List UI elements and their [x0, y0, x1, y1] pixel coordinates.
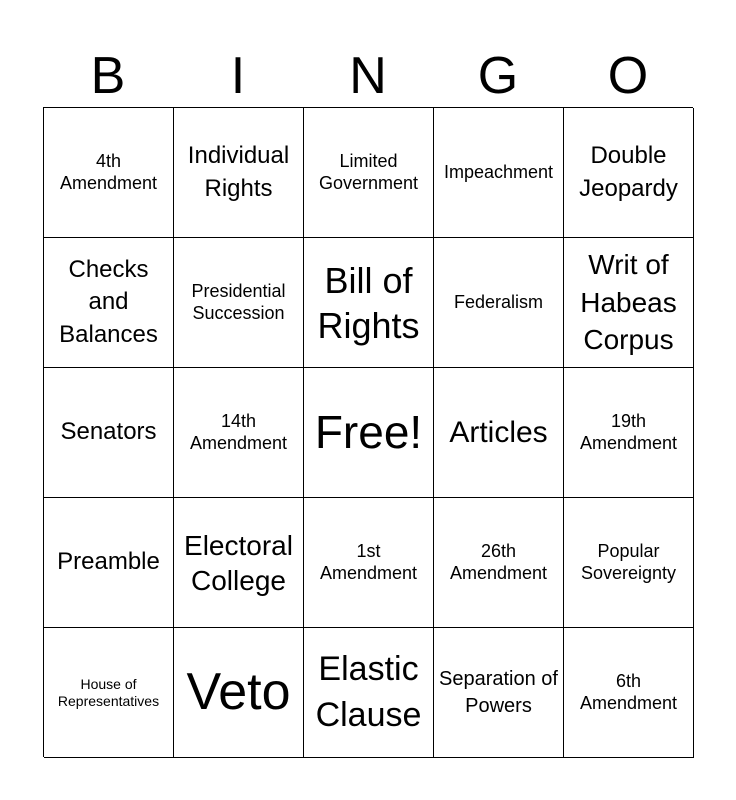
cell-text: Individual Rights: [187, 142, 290, 202]
cell-text: Impeachment: [443, 161, 554, 182]
bingo-cell[interactable]: [434, 628, 564, 758]
cell-text: Federalism: [453, 291, 544, 312]
cell-text: Elastic Clause: [315, 649, 422, 734]
cell-text: Checks and Balances: [59, 255, 158, 348]
cell-text: Electoral College: [184, 529, 293, 596]
bingo-cell[interactable]: [174, 108, 304, 238]
bingo-cell[interactable]: [44, 628, 174, 758]
cell-text: Senators: [60, 418, 157, 446]
bingo-cell[interactable]: [174, 368, 304, 498]
cell-text: Separation of Powers: [439, 667, 558, 717]
bingo-cell[interactable]: [434, 238, 564, 368]
bingo-cell[interactable]: [304, 498, 434, 628]
bingo-cell[interactable]: [44, 238, 174, 368]
header-letter-n: N: [349, 47, 387, 105]
bingo-cell[interactable]: [174, 238, 304, 368]
bingo-cell[interactable]: [304, 238, 434, 368]
header-letter-g: G: [477, 47, 519, 105]
cell-text: 6th Amendment: [579, 670, 678, 713]
bingo-cell[interactable]: [44, 498, 174, 628]
cell-text: Free!: [314, 405, 423, 458]
cell-text: Writ of Habeas Corpus: [580, 248, 677, 356]
header-letter-b: B: [90, 47, 126, 105]
header-letter-i: I: [230, 47, 246, 105]
cell-text: Presidential Succession: [191, 280, 286, 323]
bingo-cell[interactable]: [434, 108, 564, 238]
cell-text: Popular Sovereignty: [580, 540, 677, 583]
bingo-cell[interactable]: [44, 108, 174, 238]
cell-text: Articles: [449, 416, 548, 449]
cell-text: Preamble: [57, 548, 160, 576]
bingo-cell[interactable]: [304, 108, 434, 238]
cell-text: Limited Government: [318, 150, 419, 193]
bingo-cell[interactable]: [564, 628, 694, 758]
bingo-cell[interactable]: [434, 368, 564, 498]
bingo-board: [43, 107, 693, 757]
bingo-cell[interactable]: [564, 108, 694, 238]
cell-text: 14th Amendment: [189, 410, 288, 453]
bingo-header: [43, 45, 693, 107]
cell-text: 1st Amendment: [319, 540, 418, 583]
cell-text: Veto: [186, 663, 291, 722]
bingo-cell[interactable]: [174, 628, 304, 758]
bingo-cell[interactable]: [44, 368, 174, 498]
bingo-cell[interactable]: [304, 628, 434, 758]
cell-text: 26th Amendment: [449, 540, 548, 583]
cell-text: 19th Amendment: [579, 410, 678, 453]
bingo-cell[interactable]: [434, 498, 564, 628]
cell-text: House of Representatives: [57, 675, 160, 709]
header-letter-o: O: [607, 47, 649, 105]
cell-text: Bill of Rights: [317, 259, 420, 346]
bingo-cell[interactable]: [564, 238, 694, 368]
free-space[interactable]: [304, 368, 434, 498]
bingo-cell[interactable]: [564, 368, 694, 498]
cell-text: 4th Amendment: [59, 150, 158, 193]
bingo-cell[interactable]: [564, 498, 694, 628]
cell-text: Double Jeopardy: [579, 142, 678, 202]
bingo-cell[interactable]: [174, 498, 304, 628]
